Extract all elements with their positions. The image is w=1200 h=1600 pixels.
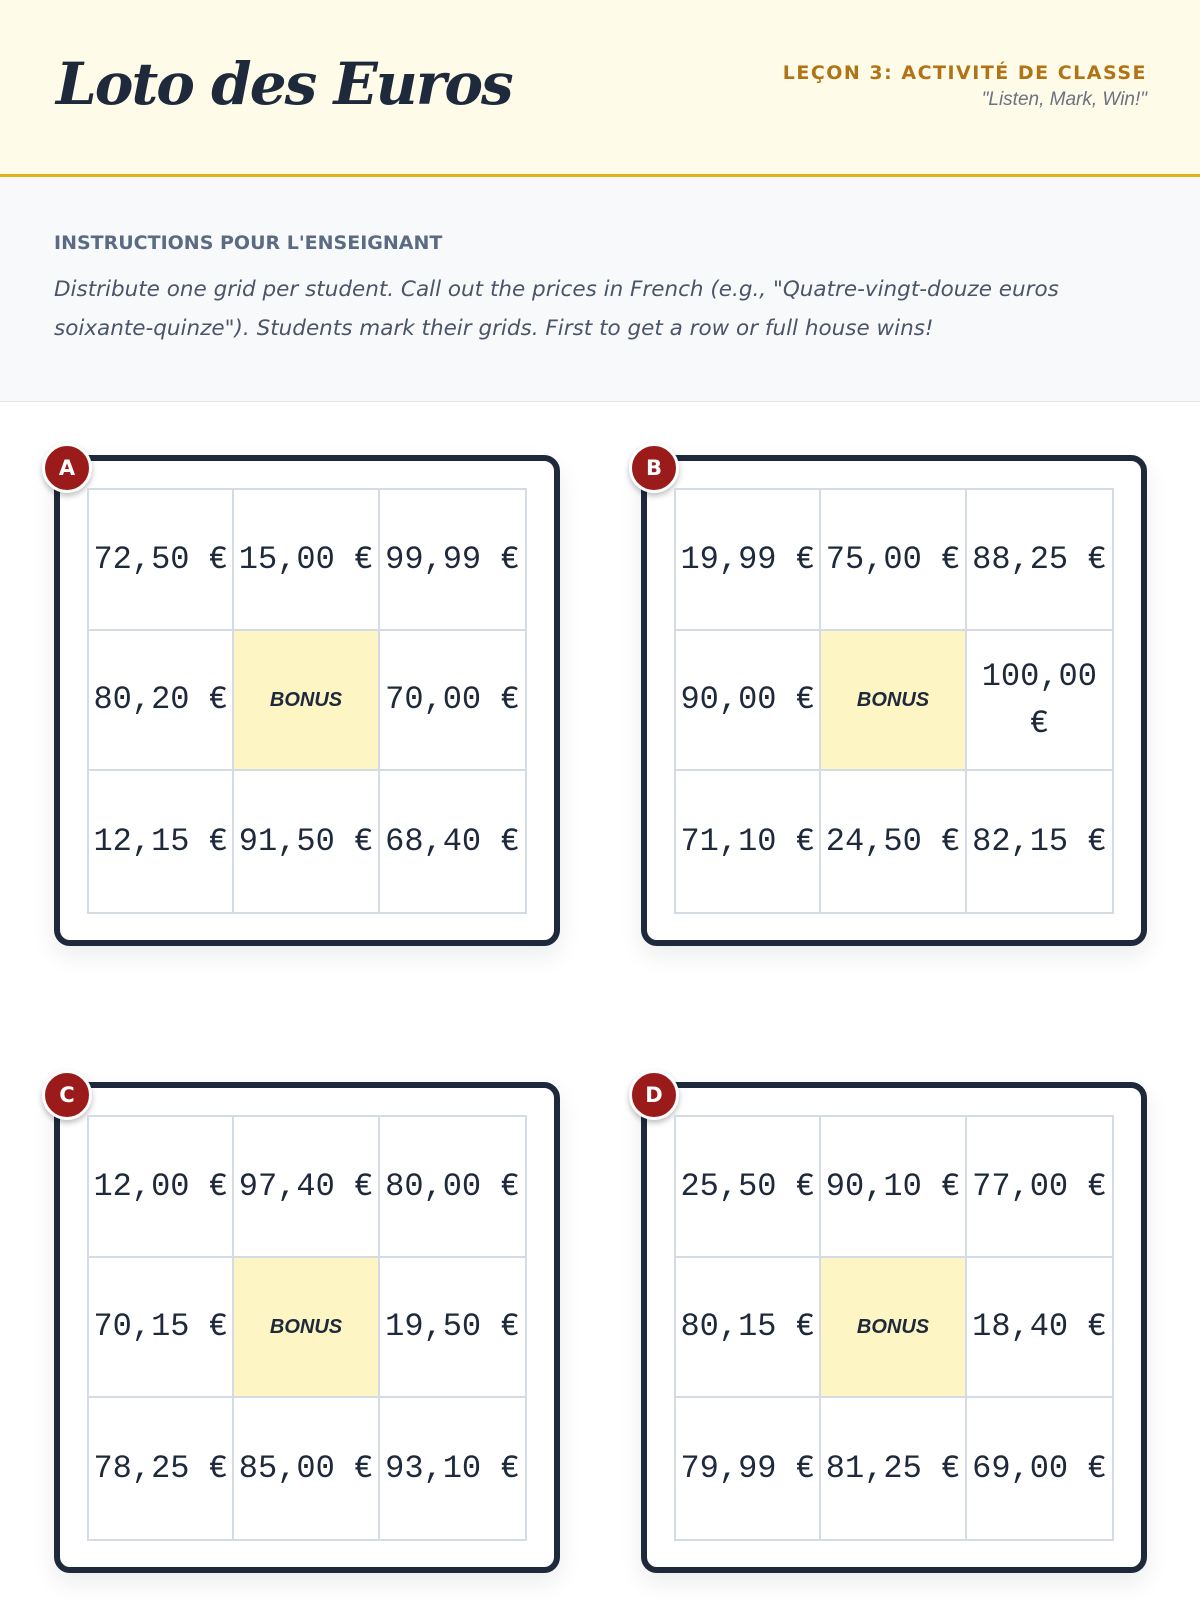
lesson-motto: "Listen, Mark, Win!" [981, 89, 1147, 110]
grid-cell[interactable]: 19,50 € [380, 1258, 525, 1399]
grid-cell[interactable]: 91,50 € [234, 771, 379, 912]
grid-cell[interactable]: 90,00 € [676, 631, 821, 772]
card-grid [674, 488, 1114, 914]
grid-cell[interactable]: 70,15 € [89, 1258, 234, 1399]
card-grid [87, 488, 527, 914]
grid-cell[interactable]: 12,15 € [89, 771, 234, 912]
grid-cell[interactable]: 68,40 € [385, 823, 520, 861]
instructions-heading: INSTRUCTIONS POUR L'ENSEIGNANT [54, 232, 443, 254]
bonus-cell[interactable]: BONUS [821, 1258, 966, 1399]
grid-cell[interactable]: 77,00 € [967, 1117, 1112, 1258]
card-label-badge: A [42, 443, 92, 493]
bingo-card-c [54, 1082, 560, 1573]
grid-cell[interactable]: 69,00 € [972, 1450, 1107, 1488]
grid-cell[interactable]: 19,99 € [676, 490, 821, 631]
grid-cell[interactable]: 97,40 € [234, 1117, 379, 1258]
grid-cell[interactable]: 99,99 € [380, 490, 525, 631]
bingo-card-d [641, 1082, 1147, 1573]
bingo-card-a [54, 455, 560, 946]
grid-cell[interactable]: 80,00 € [380, 1117, 525, 1258]
grid-cell[interactable]: 82,15 € [972, 823, 1107, 861]
bingo-card-b [641, 455, 1147, 946]
lesson-label: LEÇON 3: ACTIVITÉ DE CLASSE [782, 62, 1147, 84]
grid-cell[interactable]: 12,00 € [89, 1117, 234, 1258]
card-label-badge: B [629, 443, 679, 493]
grid-cell[interactable]: 85,00 € [234, 1398, 379, 1539]
grid-cell[interactable]: 75,00 € [821, 490, 966, 631]
grid-cell[interactable]: 80,15 € [676, 1258, 821, 1399]
grid-cell[interactable]: 81,25 € [821, 1398, 966, 1539]
card-label-badge: C [42, 1070, 92, 1120]
teacher-instructions [0, 177, 1200, 402]
grid-cell[interactable]: 93,10 € [385, 1450, 520, 1488]
page-header [0, 0, 1200, 177]
grid-cell[interactable]: 72,50 € [89, 490, 234, 631]
grid-cell[interactable]: 90,10 € [821, 1117, 966, 1258]
grid-cell[interactable]: 78,25 € [89, 1398, 234, 1539]
grid-cell[interactable]: 80,20 € [89, 631, 234, 772]
grid-cell[interactable]: 70,00 € [380, 631, 525, 772]
grid-cell[interactable]: 100,00 € [967, 631, 1112, 772]
bonus-cell[interactable]: BONUS [821, 631, 966, 772]
grid-cell[interactable]: 24,50 € [821, 771, 966, 912]
grid-cell[interactable]: 15,00 € [234, 490, 379, 631]
bonus-cell[interactable]: BONUS [234, 1258, 379, 1399]
bonus-cell[interactable]: BONUS [234, 631, 379, 772]
card-grid [87, 1115, 527, 1541]
page-title: Loto des Euros [56, 50, 512, 118]
card-label-badge: D [629, 1070, 679, 1120]
grid-cell[interactable]: 79,99 € [676, 1398, 821, 1539]
grid-cell[interactable]: 18,40 € [967, 1258, 1112, 1399]
grid-cell[interactable]: 71,10 € [676, 771, 821, 912]
card-grid [674, 1115, 1114, 1541]
instructions-text: Distribute one grid per student. Call out the prices in French (e.g., "Quatre-vingt-douze euros soixante-quinze"). Students mark their grids. First to get a row or full house wins! [54, 277, 1059, 341]
grid-cell[interactable]: 25,50 € [676, 1117, 821, 1258]
grid-cell[interactable]: 88,25 € [967, 490, 1112, 631]
